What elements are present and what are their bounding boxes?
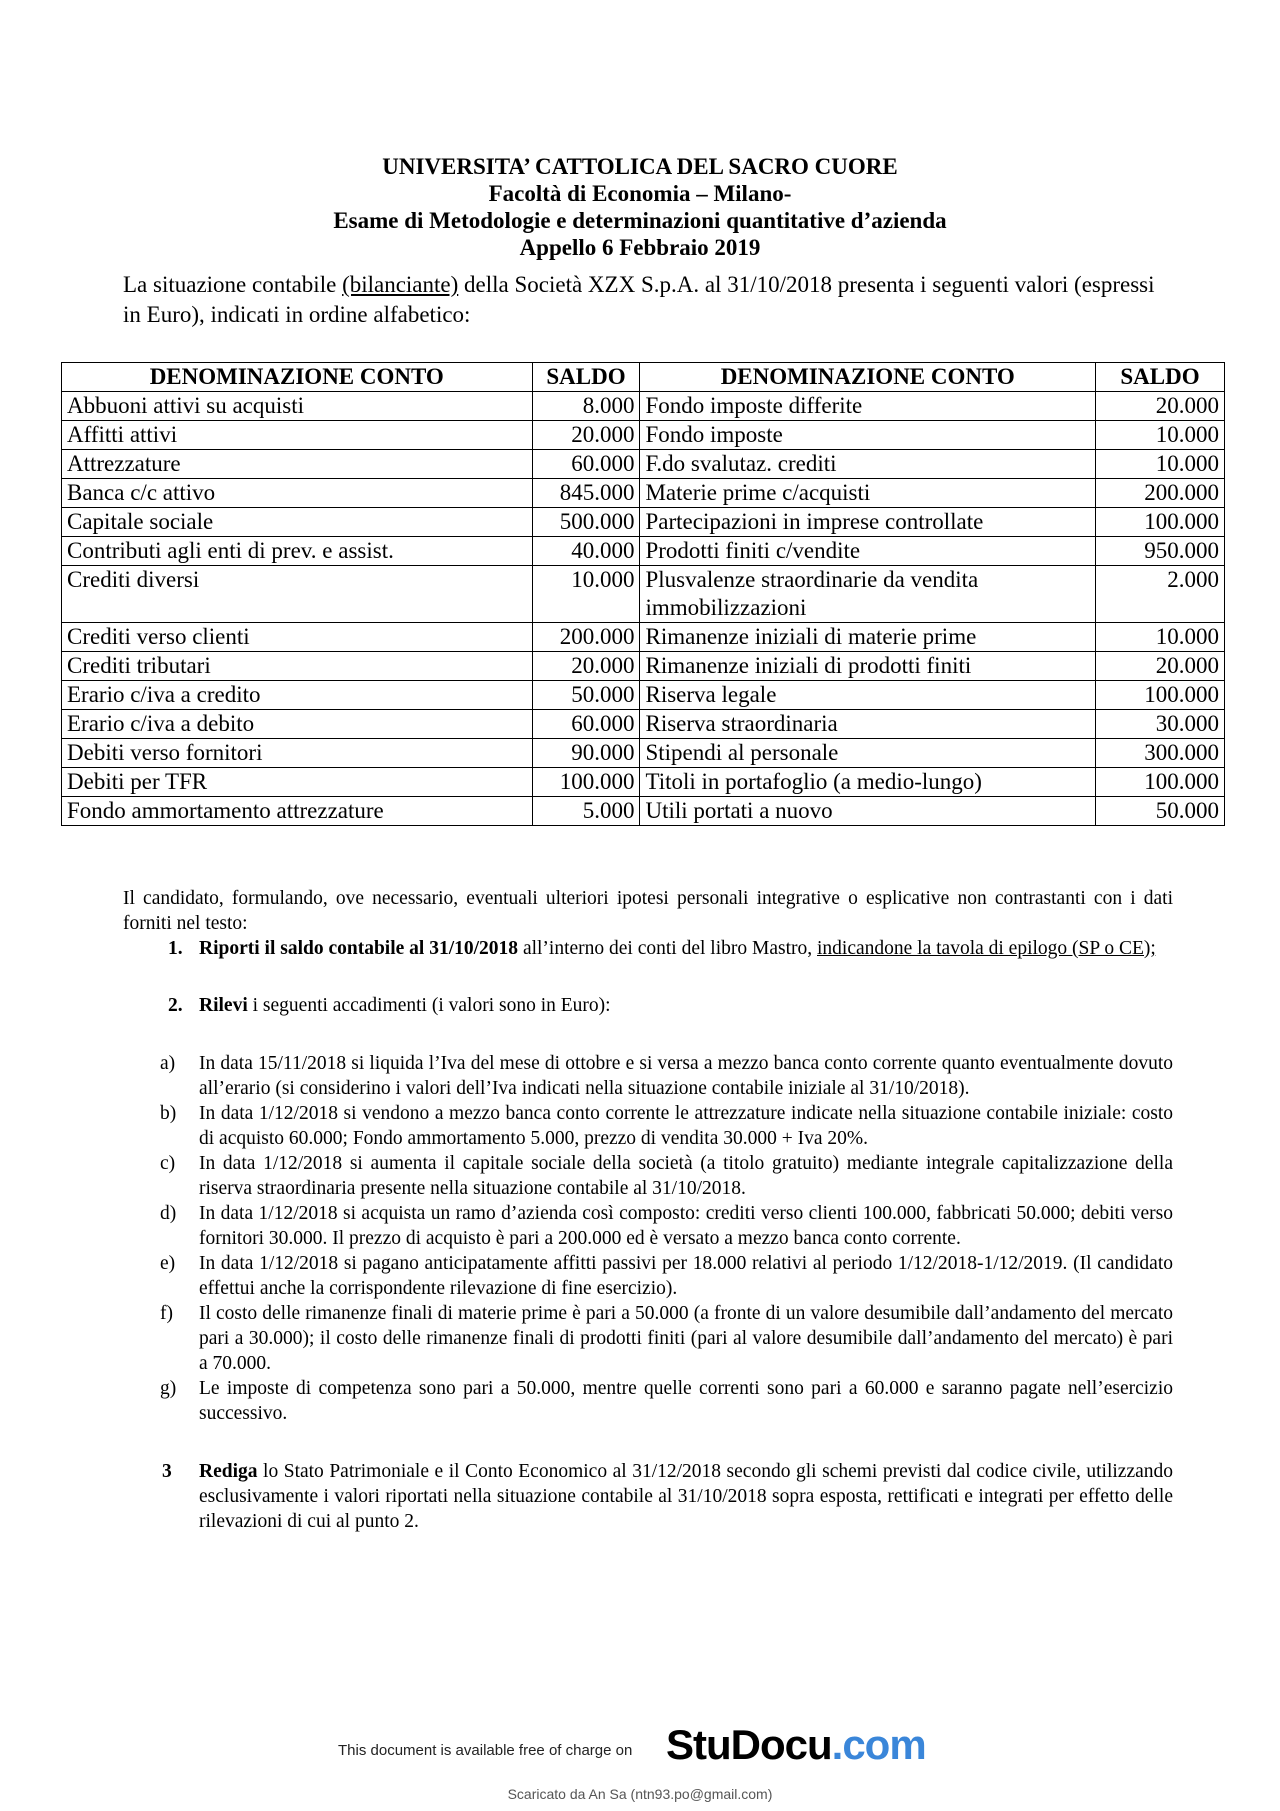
subitem-text: In data 1/12/2018 si acquista un ramo d’azienda così composto: crediti verso clienti 100.000, fabbricati 50.000; debiti verso fornitori 30.000. Il prezzo di acquisto è pari a 200.000 ed è versato a mezzo banca conto corrente. bbox=[199, 1203, 1173, 1249]
balance-cell: 5.000 bbox=[532, 797, 640, 826]
logo-suffix-text: .com bbox=[831, 1721, 926, 1768]
account-name-cell: Crediti tributari bbox=[62, 652, 533, 681]
account-name-cell: Stipendi al personale bbox=[640, 739, 1096, 768]
exam-header bbox=[0, 153, 1280, 261]
university-name: UNIVERSITA’ CATTOLICA DEL SACRO CUORE bbox=[382, 154, 898, 179]
balance-cell: 20.000 bbox=[1096, 392, 1225, 421]
balance-cell: 100.000 bbox=[532, 768, 640, 797]
account-name-cell: Crediti diversi bbox=[62, 566, 533, 623]
subitem-text: In data 1/12/2018 si vendono a mezzo banca conto corrente le attrezzature indicate nella situazione contabile iniziale: costo di acquisto 60.000; Fondo ammortamento 5.000, prezzo di vendita 30.000 + Iva 20%. bbox=[199, 1103, 1173, 1149]
subitem-text: In data 1/12/2018 si pagano anticipatamente affitti passivi per 18.000 relativi al periodo 1/12/2018-1/12/2019. (Il candidato effettui anche la corrispondente rilevazione di fine esercizio). bbox=[199, 1253, 1173, 1299]
balance-cell: 60.000 bbox=[532, 710, 640, 739]
table-row bbox=[62, 652, 1225, 681]
table-row bbox=[62, 797, 1225, 826]
subitem-marker: e) bbox=[160, 1253, 176, 1274]
point-number: 3 bbox=[162, 1461, 172, 1482]
point-1 bbox=[123, 936, 1173, 961]
subitem-text: Le imposte di competenza sono pari a 50.000, mentre quelle correnti sono pari a 60.000 e saranno pagate nell’esercizio successivo. bbox=[199, 1378, 1173, 1424]
subitem-marker: b) bbox=[160, 1103, 177, 1124]
balance-cell: 90.000 bbox=[532, 739, 640, 768]
point-underlined: indicandone la tavola di epilogo (SP o CE); bbox=[817, 938, 1156, 959]
account-name-cell: Plusvalenze straordinarie da vendita immobilizzazioni bbox=[640, 566, 1096, 623]
point-2-subitems bbox=[123, 1051, 1173, 1426]
account-name-cell: F.do svalutaz. crediti bbox=[640, 450, 1096, 479]
subitem-marker: g) bbox=[160, 1378, 177, 1399]
balance-cell: 200.000 bbox=[1096, 479, 1225, 508]
account-name-cell: Fondo ammortamento attrezzature bbox=[62, 797, 533, 826]
account-name-cell: Crediti verso clienti bbox=[62, 623, 533, 652]
logo-main-text: StuDocu bbox=[666, 1721, 832, 1768]
point-bold: Riporti il saldo contabile al 31/10/2018 bbox=[199, 938, 519, 959]
exam-title: Esame di Metodologie e determinazioni quantitative d’azienda bbox=[333, 208, 947, 233]
balance-cell: 200.000 bbox=[532, 623, 640, 652]
faculty-name: Facoltà di Economia – Milano- bbox=[488, 181, 792, 206]
point-3 bbox=[123, 1459, 1173, 1534]
subitem-marker: a) bbox=[160, 1053, 176, 1074]
point-text: i seguenti accadimenti (i valori sono in Euro): bbox=[247, 995, 611, 1016]
balance-cell: 8.000 bbox=[532, 392, 640, 421]
table-row bbox=[62, 710, 1225, 739]
studocu-banner[interactable] bbox=[338, 1722, 958, 1774]
subitem bbox=[123, 1051, 1173, 1101]
account-name-cell: Utili portati a nuovo bbox=[640, 797, 1096, 826]
account-name-cell: Affitti attivi bbox=[62, 421, 533, 450]
account-name-cell: Prodotti finiti c/vendite bbox=[640, 537, 1096, 566]
table-row bbox=[62, 450, 1225, 479]
balance-cell: 30.000 bbox=[1096, 710, 1225, 739]
subitem-marker: c) bbox=[160, 1153, 176, 1174]
point-number: 1. bbox=[168, 938, 183, 959]
balance-cell: 20.000 bbox=[1096, 652, 1225, 681]
table-row bbox=[62, 537, 1225, 566]
account-name-cell: Erario c/iva a credito bbox=[62, 681, 533, 710]
balance-cell: 20.000 bbox=[532, 652, 640, 681]
point-number: 2. bbox=[168, 995, 183, 1016]
account-name-cell: Debiti per TFR bbox=[62, 768, 533, 797]
account-name-cell: Erario c/iva a debito bbox=[62, 710, 533, 739]
subitem bbox=[123, 1201, 1173, 1251]
exam-date: Appello 6 Febbraio 2019 bbox=[519, 235, 761, 260]
point-bold: Rilevi bbox=[199, 995, 248, 1016]
balance-cell: 300.000 bbox=[1096, 739, 1225, 768]
table-row bbox=[62, 392, 1225, 421]
balance-cell: 2.000 bbox=[1096, 566, 1225, 623]
balance-cell: 10.000 bbox=[532, 566, 640, 623]
balance-cell: 40.000 bbox=[532, 537, 640, 566]
balance-cell: 50.000 bbox=[532, 681, 640, 710]
subitem-text: Il costo delle rimanenze finali di materie prime è pari a 50.000 (a fronte di un valore desumibile dall’andamento del mercato pari a 30.000); il costo delle rimanenze finali di prodotti finiti (pari al valore desumibile dall’andamento del mercato) è pari a 70.000. bbox=[199, 1303, 1173, 1374]
balance-cell: 100.000 bbox=[1096, 681, 1225, 710]
account-name-cell: Debiti verso fornitori bbox=[62, 739, 533, 768]
accounts-table bbox=[61, 362, 1225, 826]
column-header: DENOMINAZIONE CONTO bbox=[62, 363, 533, 392]
account-name-cell: Riserva legale bbox=[640, 681, 1096, 710]
account-name-cell: Rimanenze iniziali di prodotti finiti bbox=[640, 652, 1096, 681]
balance-cell: 100.000 bbox=[1096, 768, 1225, 797]
column-header: SALDO bbox=[1096, 363, 1225, 392]
table-row bbox=[62, 508, 1225, 537]
balance-cell: 100.000 bbox=[1096, 508, 1225, 537]
balance-cell: 20.000 bbox=[532, 421, 640, 450]
subitem bbox=[123, 1301, 1173, 1376]
account-name-cell: Titoli in portafoglio (a medio-lungo) bbox=[640, 768, 1096, 797]
balance-cell: 10.000 bbox=[1096, 421, 1225, 450]
point-text: all’interno dei conti del libro Mastro, bbox=[518, 938, 817, 959]
balance-cell: 50.000 bbox=[1096, 797, 1225, 826]
accounts-table-body bbox=[62, 392, 1225, 826]
account-name-cell: Materie prime c/acquisti bbox=[640, 479, 1096, 508]
table-row bbox=[62, 739, 1225, 768]
intro-paragraph bbox=[123, 270, 1173, 330]
subitem-text: In data 1/12/2018 si aumenta il capitale sociale della società (a titolo gratuito) mediante integrale capitalizzazione della riserva straordinaria presente nella situazione contabile al 31/10/2018. bbox=[199, 1153, 1173, 1199]
balance-cell: 10.000 bbox=[1096, 450, 1225, 479]
subitem-marker: f) bbox=[160, 1303, 173, 1324]
account-name-cell: Partecipazioni in imprese controllate bbox=[640, 508, 1096, 537]
point-text: lo Stato Patrimoniale e il Conto Economico al 31/12/2018 secondo gli schemi previsti dal codice civile, utilizzando esclusivamente i valori riportati nella situazione contabile al 31/10/2018 sopra esposta, rettificati e integrati per effetto delle rilevazioni di cui al punto 2. bbox=[199, 1461, 1173, 1532]
account-name-cell: Attrezzature bbox=[62, 450, 533, 479]
column-header: SALDO bbox=[532, 363, 640, 392]
subitem bbox=[123, 1251, 1173, 1301]
account-name-cell: Banca c/c attivo bbox=[62, 479, 533, 508]
table-row bbox=[62, 421, 1225, 450]
intro-text-underlined: (bilanciante) bbox=[342, 272, 459, 297]
table-header-row bbox=[62, 363, 1225, 392]
table-row bbox=[62, 479, 1225, 508]
studocu-logo[interactable] bbox=[666, 1722, 926, 1768]
table-row bbox=[62, 566, 1225, 623]
download-credit: Scaricato da An Sa (ntn93.po@gmail.com) bbox=[507, 1786, 773, 1802]
subitem-marker: d) bbox=[160, 1203, 177, 1224]
balance-cell: 950.000 bbox=[1096, 537, 1225, 566]
table-row bbox=[62, 623, 1225, 652]
balance-cell: 500.000 bbox=[532, 508, 640, 537]
table-row bbox=[62, 681, 1225, 710]
exam-body bbox=[123, 886, 1173, 1534]
subitem bbox=[123, 1151, 1173, 1201]
account-name-cell: Abbuoni attivi su acquisti bbox=[62, 392, 533, 421]
candidate-instructions: Il candidato, formulando, ove necessario, eventuali ulteriori ipotesi personali integrative o esplicative non contrastanti con i dati forniti nel testo: bbox=[123, 888, 1173, 934]
column-header: DENOMINAZIONE CONTO bbox=[640, 363, 1096, 392]
subitem bbox=[123, 1101, 1173, 1151]
account-name-cell: Rimanenze iniziali di materie prime bbox=[640, 623, 1096, 652]
account-name-cell: Fondo imposte differite bbox=[640, 392, 1096, 421]
balance-cell: 845.000 bbox=[532, 479, 640, 508]
account-name-cell: Capitale sociale bbox=[62, 508, 533, 537]
subitem-text: In data 15/11/2018 si liquida l’Iva del mese di ottobre e si versa a mezzo banca conto corrente quanto eventualmente dovuto all’erario (si considerino i valori dell’Iva indicati nella situazione contabile iniziale al 31/10/2018). bbox=[199, 1053, 1173, 1099]
account-name-cell: Fondo imposte bbox=[640, 421, 1096, 450]
intro-text-pre: La situazione contabile bbox=[123, 272, 343, 297]
account-name-cell: Riserva straordinaria bbox=[640, 710, 1096, 739]
point-2 bbox=[123, 993, 1173, 1018]
point-bold: Rediga bbox=[199, 1461, 258, 1482]
subitem bbox=[123, 1376, 1173, 1426]
balance-cell: 60.000 bbox=[532, 450, 640, 479]
intro-text-post: della Società XZX S.p.A. al 31/10/2018 presenta i seguenti valori (espressi in Euro), indicati in ordine alfabetico: bbox=[123, 272, 1155, 327]
account-name-cell: Contributi agli enti di prev. e assist. bbox=[62, 537, 533, 566]
balance-cell: 10.000 bbox=[1096, 623, 1225, 652]
table-row bbox=[62, 768, 1225, 797]
availability-text: This document is available free of charge on bbox=[338, 1742, 633, 1759]
